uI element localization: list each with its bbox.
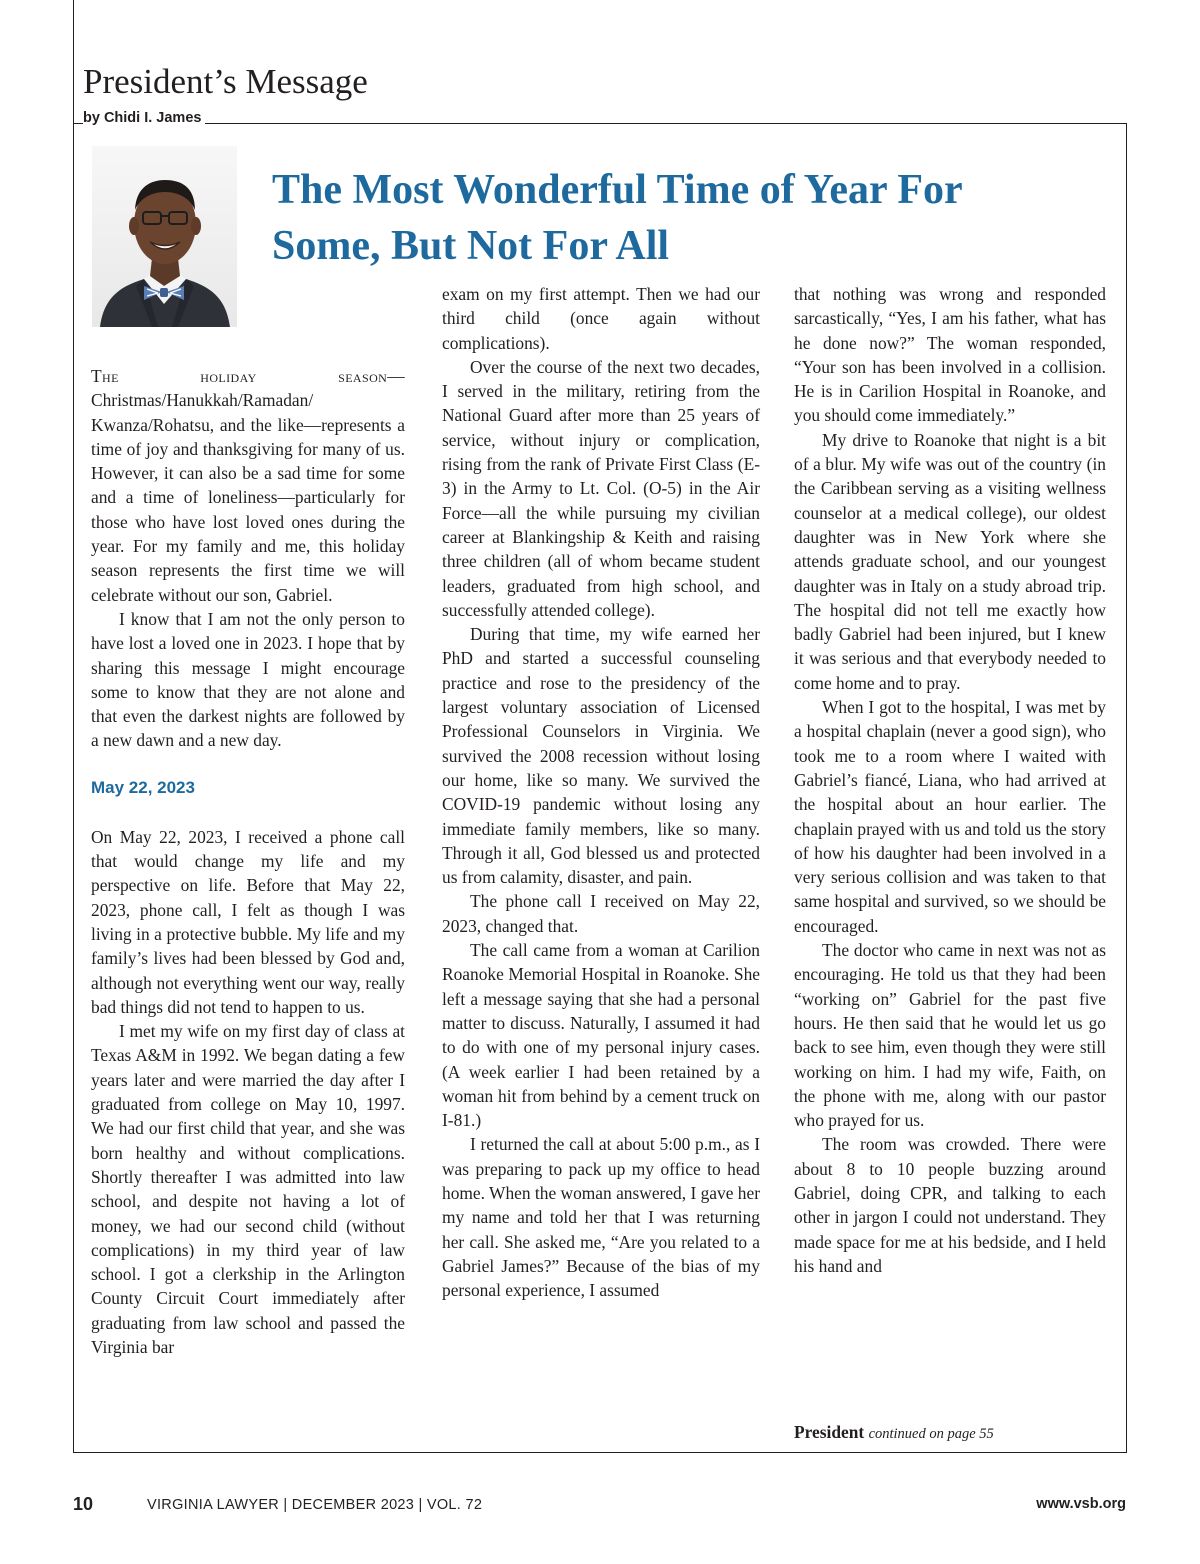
byline: by Chidi I. James	[83, 109, 205, 127]
subhead: May 22, 2023	[91, 777, 195, 797]
paragraph-intro-text: Christmas/Hanukkah/Ramadan/ Kwanza/Rohatsu, and the like—represents a time of joy and thanksgiving for many of us. However, it can also be a sad time for some and a time of loneliness—particularly for those who have lost loved ones during the year. For my family and me, this holiday season represents the first time we will celebrate without our son, Gabriel.	[91, 390, 405, 605]
paragraph-intro	[91, 364, 405, 607]
article-headline	[272, 162, 1112, 274]
paragraph: I know that I am not the only person to have lost a loved one in 2023. I hope that by sharing this message I might encourage some to know that they are not alone and that even the darkest nights are followed by a new dawn and a new day.	[91, 608, 405, 751]
website-url: www.vsb.org	[1036, 1496, 1126, 1512]
continued-note: continued on page 55	[868, 1426, 994, 1442]
paragraph: When I got to the hospital, I was met by a hospital chaplain (never a good sign), who took me to a room where I waited with Gabriel’s fiancé, Liana, who had arrived at the hospital about an hour earlier. The chaplain prayed with us and told us the story of how his daughter had been involved in a very serious collision and was taken to that same hospital and survived, so we should be encouraged.	[794, 697, 1106, 936]
left-rule	[73, 0, 74, 123]
paragraph: I met my wife on my first day of class at Texas A&M in 1992. We began dating a few years later and were married the day after I graduated from college on May 10, 1997. We had our first child that year, and she was born healthy and without complications. Shortly thereafter I was admitted into law school, and despite not having a lot of money, we had our second child (without complications) in my third year of law school. I got a clerkship in the Arlington County Circuit Court immediately after graduating from law school and passed the Virginia bar	[91, 1021, 405, 1357]
section-title: President’s Message	[83, 62, 368, 101]
column-1	[91, 364, 405, 1359]
paragraph: During that time, my wife earned her PhD and started a successful counseling practice and rose to the presidency of the largest voluntary association of Licensed Professional Counselors in Virginia. We survived the 2008 recession without losing our home, like so many. We survived the COVID-19 pandemic without losing any immediate family members, like so many. Through it all, God blessed us and protected us from calamity, disaster, and pain.	[442, 624, 760, 888]
continued-jump	[794, 1420, 994, 1446]
publication-line: VIRGINIA LAWYER | DECEMBER 2023 | VOL. 72	[147, 1497, 483, 1513]
headline-line-2: Some, But Not For All	[272, 223, 670, 269]
paragraph: My drive to Roanoke that night is a bit of a blur. My wife was out of the country (in the Caribbean serving as a visiting wellness counselor at a medical college), our oldest daughter was in New York where she attends graduate school, and our youngest daughter was in Italy on a study abroad trip. The hospital did not tell me exactly how badly Gabriel had been injured, but I knew it was serious and that everybody needed to come home and to pray.	[794, 429, 1106, 693]
paragraph-continued: exam on my first attempt. Then we had our third child (once again without complications).	[442, 284, 760, 353]
author-photo	[92, 146, 237, 327]
paragraph: Over the course of the next two decades, I served in the military, retiring from the National Guard after more than 25 years of service, without injury or complication, rising from the rank of Private First Class (E-3) in the Army to Lt. Col. (O-5) in the Air Force—all the while pursuing my civilian career at Blankingship & Keith and raising three children (all of whom became student leaders, graduated from high school, and successfully attended college).	[442, 356, 760, 620]
headline-line-1: The Most Wonderful Time of Year For	[272, 167, 963, 213]
page-number: 10	[73, 1494, 94, 1514]
paragraph: The room was crowded. There were about 8 to 10 people buzzing around Gabriel, doing CPR, and talking to each other in jargon I could not understand. They made space for me at his bedside, and I held his hand and	[794, 1134, 1106, 1276]
paragraph: The phone call I received on May 22, 2023, changed that.	[442, 891, 760, 936]
paragraph: The doctor who came in next was not as encouraging. He told us that they had been “working on” Gabriel for the past five hours. He then said that he would let us go back to see him, even though they were still working on him. I had my wife, Faith, on the phone with me, along with our pastor who prayed for us.	[794, 940, 1106, 1131]
paragraph: On May 22, 2023, I received a phone call that would change my life and my perspective on life. Before that May 22, 2023, phone call, I felt as though I was living in a protective bubble. My life and my family’s lives had been blessed by God and, although not everything went our way, really bad things did not tend to happen to us.	[91, 826, 405, 1017]
column-3	[794, 282, 1106, 1278]
paragraph: The call came from a woman at Carilion Roanoke Memorial Hospital in Roanoke. She left a message saying that she had a personal matter to discuss. Naturally, I assumed it had to do with one of my personal injury cases. (A week earlier I had been retained by a woman hit from behind by a cement truck on I-81.)	[442, 940, 760, 1131]
column-2	[442, 282, 760, 1302]
continued-label: President	[794, 1422, 865, 1442]
paragraph-continued: that nothing was wrong and responded sarcastically, “Yes, I am his father, what has he done now?” The woman responded, “Your son has been involved in a collision. He is in Carilion Hospital in Roanoke, and you should come immediately.”	[794, 284, 1106, 426]
paragraph: I returned the call at about 5:00 p.m., as I was preparing to pack up my office to head home. When the woman answered, I gave her my name and told her that I was returning her call. She asked me, “Are you related to a Gabriel James?” Because of the bias of my personal experience, I assumed	[442, 1134, 760, 1301]
lead-in: The holiday season—	[91, 366, 405, 386]
